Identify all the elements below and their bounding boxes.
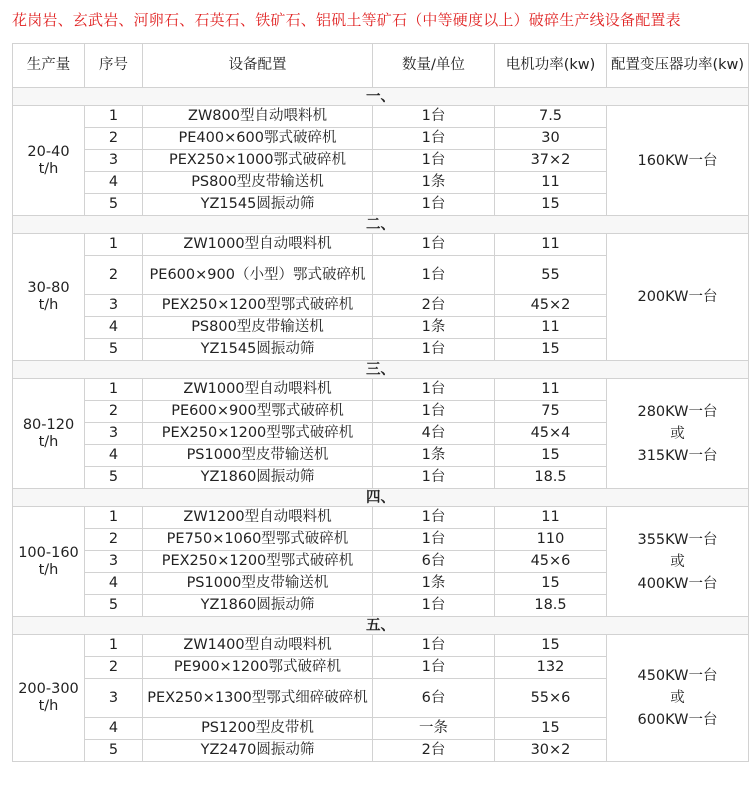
capacity-cell: 20-40 t/h — [13, 106, 85, 216]
equipment-cell: PS800型皮带输送机 — [143, 172, 373, 194]
seq-cell: 5 — [85, 467, 143, 489]
header-row — [13, 44, 749, 88]
seq-cell: 2 — [85, 657, 143, 679]
equipment-cell: YZ1860圆振动筛 — [143, 595, 373, 617]
capacity-cell: 200-300 t/h — [13, 635, 85, 762]
power-cell: 45×6 — [495, 551, 607, 573]
seq-cell: 5 — [85, 740, 143, 762]
qty-cell: 2台 — [373, 295, 495, 317]
power-cell: 15 — [495, 718, 607, 740]
power-cell: 132 — [495, 657, 607, 679]
equipment-cell: PE400×600鄂式破碎机 — [143, 128, 373, 150]
equipment-cell: PEX250×1300型鄂式细碎破碎机 — [143, 679, 373, 718]
table-row — [13, 106, 749, 128]
equipment-cell: ZW1000型自动喂料机 — [143, 234, 373, 256]
qty-cell: 1台 — [373, 106, 495, 128]
equipment-cell: ZW800型自动喂料机 — [143, 106, 373, 128]
seq-cell: 5 — [85, 595, 143, 617]
power-cell: 11 — [495, 507, 607, 529]
qty-cell: 1台 — [373, 467, 495, 489]
power-cell: 11 — [495, 234, 607, 256]
qty-cell: 1台 — [373, 150, 495, 172]
header-equipment: 设备配置 — [143, 44, 373, 88]
equipment-cell: PS1200型皮带机 — [143, 718, 373, 740]
seq-cell: 2 — [85, 401, 143, 423]
transformer-cell: 280KW一台 或 315KW一台 — [607, 379, 749, 489]
seq-cell: 4 — [85, 317, 143, 339]
equipment-cell: YZ2470圆振动筛 — [143, 740, 373, 762]
power-cell: 11 — [495, 317, 607, 339]
equipment-cell: PE900×1200鄂式破碎机 — [143, 657, 373, 679]
equipment-cell: PEX250×1000鄂式破碎机 — [143, 150, 373, 172]
transformer-cell: 200KW一台 — [607, 234, 749, 361]
equipment-cell: YZ1545圆振动筛 — [143, 194, 373, 216]
qty-cell: 2台 — [373, 740, 495, 762]
seq-cell: 1 — [85, 234, 143, 256]
qty-cell: 6台 — [373, 551, 495, 573]
qty-cell: 1条 — [373, 445, 495, 467]
table-row — [13, 635, 749, 657]
seq-cell: 4 — [85, 718, 143, 740]
equipment-cell: ZW1400型自动喂料机 — [143, 635, 373, 657]
transformer-cell: 450KW一台 或 600KW一台 — [607, 635, 749, 762]
seq-cell: 4 — [85, 172, 143, 194]
seq-cell: 2 — [85, 128, 143, 150]
qty-cell: 1台 — [373, 128, 495, 150]
section-header-row — [13, 617, 749, 635]
seq-cell: 2 — [85, 529, 143, 551]
power-cell: 15 — [495, 194, 607, 216]
capacity-cell: 30-80 t/h — [13, 234, 85, 361]
equipment-cell: YZ1860圆振动筛 — [143, 467, 373, 489]
page-title: 花岗岩、玄武岩、河卵石、石英石、铁矿石、铝矾土等矿石（中等硬度以上）破碎生产线设备配置表 — [12, 11, 681, 29]
equipment-cell: YZ1545圆振动筛 — [143, 339, 373, 361]
seq-cell: 1 — [85, 507, 143, 529]
power-cell: 15 — [495, 573, 607, 595]
power-cell: 11 — [495, 172, 607, 194]
header-transformer: 配置变压器功率(kw) — [607, 44, 749, 88]
equipment-cell: ZW1200型自动喂料机 — [143, 507, 373, 529]
equipment-cell: PS800型皮带输送机 — [143, 317, 373, 339]
seq-cell: 2 — [85, 256, 143, 295]
qty-cell: 1条 — [373, 317, 495, 339]
equipment-cell: PE600×900（小型）鄂式破碎机 — [143, 256, 373, 295]
qty-cell: 1台 — [373, 339, 495, 361]
qty-cell: 1台 — [373, 379, 495, 401]
qty-cell: 1条 — [373, 573, 495, 595]
power-cell: 18.5 — [495, 595, 607, 617]
equipment-cell: PEX250×1200型鄂式破碎机 — [143, 295, 373, 317]
seq-cell: 1 — [85, 106, 143, 128]
equipment-config-table — [12, 43, 749, 762]
seq-cell: 5 — [85, 339, 143, 361]
section-header-row — [13, 88, 749, 106]
seq-cell: 3 — [85, 679, 143, 718]
header-capacity: 生产量 — [13, 44, 85, 88]
section-header-row — [13, 361, 749, 379]
power-cell: 15 — [495, 339, 607, 361]
qty-cell: 1台 — [373, 256, 495, 295]
seq-cell: 4 — [85, 445, 143, 467]
qty-cell: 1台 — [373, 401, 495, 423]
qty-cell: 1台 — [373, 595, 495, 617]
power-cell: 55 — [495, 256, 607, 295]
header-qty: 数量/单位 — [373, 44, 495, 88]
capacity-cell: 80-120 t/h — [13, 379, 85, 489]
power-cell: 45×2 — [495, 295, 607, 317]
section-label: 三、 — [13, 361, 749, 379]
power-cell: 75 — [495, 401, 607, 423]
equipment-cell: PS1000型皮带输送机 — [143, 573, 373, 595]
seq-cell: 4 — [85, 573, 143, 595]
qty-cell: 一条 — [373, 718, 495, 740]
section-header-row — [13, 216, 749, 234]
qty-cell: 1台 — [373, 234, 495, 256]
power-cell: 30 — [495, 128, 607, 150]
header-power: 电机功率(kw) — [495, 44, 607, 88]
power-cell: 7.5 — [495, 106, 607, 128]
power-cell: 45×4 — [495, 423, 607, 445]
equipment-cell: PS1000型皮带输送机 — [143, 445, 373, 467]
section-label: 一、 — [13, 88, 749, 106]
power-cell: 11 — [495, 379, 607, 401]
qty-cell: 1台 — [373, 635, 495, 657]
seq-cell: 3 — [85, 295, 143, 317]
table-row — [13, 507, 749, 529]
section-header-row — [13, 489, 749, 507]
seq-cell: 3 — [85, 423, 143, 445]
capacity-cell: 100-160 t/h — [13, 507, 85, 617]
power-cell: 37×2 — [495, 150, 607, 172]
qty-cell: 1台 — [373, 529, 495, 551]
qty-cell: 1台 — [373, 507, 495, 529]
seq-cell: 5 — [85, 194, 143, 216]
qty-cell: 1条 — [373, 172, 495, 194]
power-cell: 110 — [495, 529, 607, 551]
power-cell: 15 — [495, 635, 607, 657]
seq-cell: 3 — [85, 150, 143, 172]
qty-cell: 1台 — [373, 194, 495, 216]
equipment-cell: PEX250×1200型鄂式破碎机 — [143, 423, 373, 445]
qty-cell: 1台 — [373, 657, 495, 679]
power-cell: 15 — [495, 445, 607, 467]
section-label: 二、 — [13, 216, 749, 234]
power-cell: 30×2 — [495, 740, 607, 762]
table-row — [13, 234, 749, 256]
seq-cell: 1 — [85, 379, 143, 401]
power-cell: 55×6 — [495, 679, 607, 718]
transformer-cell: 355KW一台 或 400KW一台 — [607, 507, 749, 617]
header-seq: 序号 — [85, 44, 143, 88]
section-label: 五、 — [13, 617, 749, 635]
power-cell: 18.5 — [495, 467, 607, 489]
equipment-cell: ZW1000型自动喂料机 — [143, 379, 373, 401]
equipment-cell: PEX250×1200型鄂式破碎机 — [143, 551, 373, 573]
equipment-cell: PE750×1060型鄂式破碎机 — [143, 529, 373, 551]
qty-cell: 4台 — [373, 423, 495, 445]
transformer-cell: 160KW一台 — [607, 106, 749, 216]
equipment-cell: PE600×900型鄂式破碎机 — [143, 401, 373, 423]
seq-cell: 1 — [85, 635, 143, 657]
qty-cell: 6台 — [373, 679, 495, 718]
section-label: 四、 — [13, 489, 749, 507]
table-row — [13, 379, 749, 401]
seq-cell: 3 — [85, 551, 143, 573]
